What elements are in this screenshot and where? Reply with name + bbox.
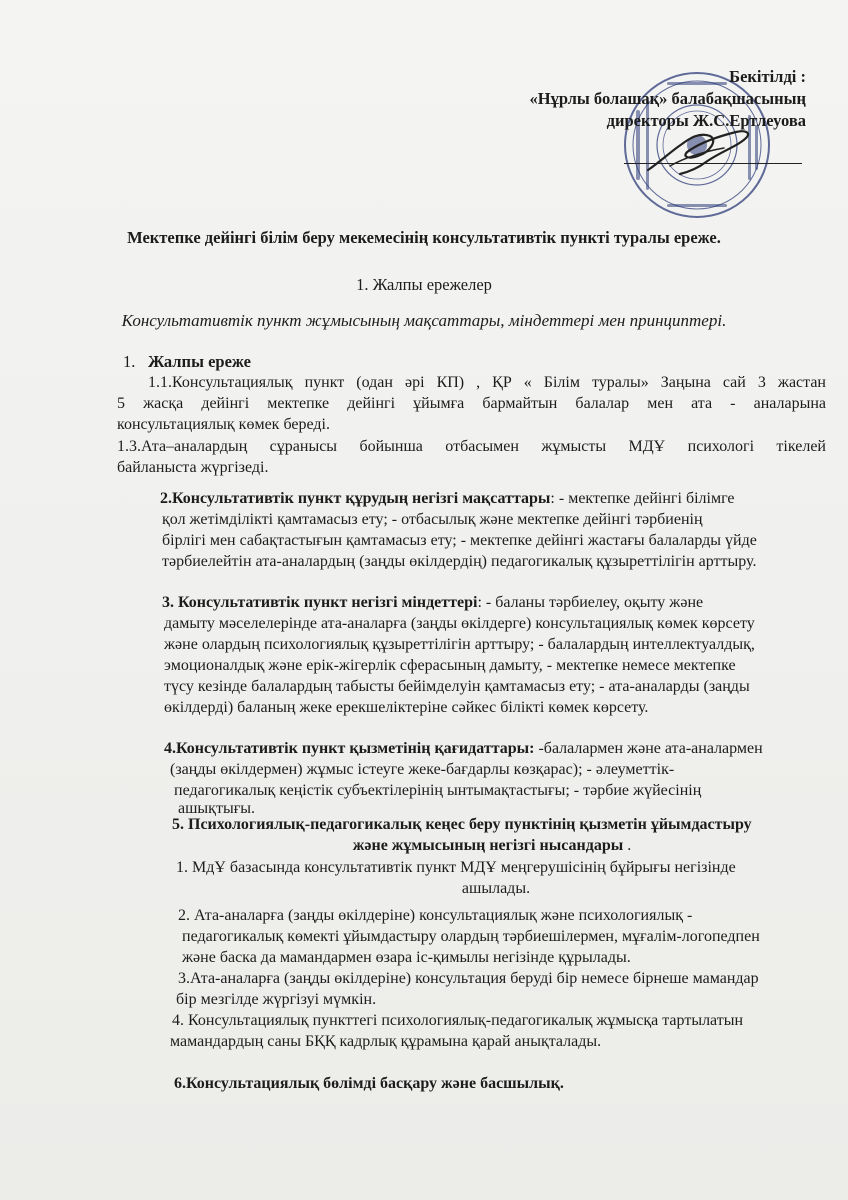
goals-line2: қол жетімділікті қамтамасыз ету; - отбасылық және мектепке дейінгі тәрбиенің	[162, 511, 703, 528]
general-p2-line1: 1.3.Ата–аналардың сұранысы бойынша отбасымен жұмысты МДҰ психологі тікелей	[117, 438, 826, 455]
general-p2-line2: байланыста жүргізеді.	[117, 459, 269, 476]
org-item3-line1: 3.Ата-аналарға (заңды өкілдеріне) консультация беруді бір немесе бірнеше мамандар	[178, 970, 759, 987]
org-item1-line1: 1. МдҰ базасында консультативтік пункт МДҰ меңгерушісінің бұйрығы негізінде	[176, 859, 736, 876]
org-item2-line2: педагогикалық көмекті ұйымдастыру олардың тәрбиешілермен, мұғалім-логопедпен	[182, 928, 760, 945]
general-p1-line2: 5 жасқа дейінгі мектепке дейінгі ұйымға бармайтын балалар мен ата - аналарына	[117, 395, 826, 412]
tasks-heading: 3. Консультативтік пункт негізгі міндеттері	[162, 594, 478, 611]
tasks-line1-text: : - баланы тәрбиелеу, оқыту және	[477, 594, 704, 611]
tasks-line5: түсу кезінде балалардың табысты бейімделуін қамтамасыз ету; - ата-аналарды (заңды	[164, 678, 750, 695]
principles-line3: педагогикалық кеңістік субъектілерінің ынтымақтастығы; - тәрбие жүйесінің	[174, 782, 702, 799]
approval-block	[530, 66, 806, 132]
section-1-heading: 1. Жалпы ережелер	[356, 275, 492, 294]
organization-heading-line1: 5. Психологиялық-педагогикалық кеңес беру пунктінің қызметін ұйымдастыру	[172, 816, 752, 833]
kindergarten-name: «Нұрлы болашақ» балабақшасының	[529, 89, 806, 108]
approved-label: Бекітілді :	[729, 67, 806, 86]
goals-heading: 2.Консультативтік пункт құрудың негізгі мақсаттары	[160, 490, 551, 507]
general-heading	[123, 352, 251, 372]
org-item4-line2: мамандардың саны БҚҚ кадрлық құрамына қарай анықталады.	[170, 1033, 602, 1050]
tasks-line1	[162, 592, 703, 613]
tasks-line4: эмоционалдық және ерік-жігерлік сферасының дамыту, - мектепке немесе мектепке	[164, 657, 736, 674]
org-item2-line3: және баска да мамандармен өзара іс-қимылы негізінде құрылады.	[182, 949, 631, 966]
tasks-line6: өкілдерді) баланың жеке ерекшеліктеріне сәйкес білікті көмек көрсету.	[164, 699, 649, 716]
organization-heading-tail: .	[623, 837, 632, 854]
section-subtitle: Консультативтік пункт жұмысының мақсаттары, міндеттері мен принциптері.	[121, 311, 727, 330]
principles-line1-text: -балалармен және ата-аналармен	[534, 740, 763, 757]
organization-heading-text: және жұмысының негізгі нысандары	[352, 837, 624, 854]
tasks-line2: дамыту мәселелерінде ата-аналарға (заңды өкілдерге) консультациялық көмек көрсету	[164, 615, 755, 632]
general-number: 1.	[123, 352, 136, 371]
management-heading: 6.Консультациялық бөлімді басқару және басшылық.	[174, 1075, 564, 1092]
org-item4-line1: 4. Консультациялық пункттегі психологиялық-педагогикалық жұмысқа тартылатын	[172, 1012, 744, 1029]
principles-line4: ашықтығы.	[178, 800, 255, 817]
principles-line1	[164, 738, 763, 759]
organization-heading-line2	[172, 835, 812, 856]
goals-line1	[160, 488, 735, 509]
goals-line3: бірлігі мен сабақтастығын қамтамасыз ету; - мектепке дейінгі жастағы балаларды үйде	[162, 532, 757, 549]
signature-line	[624, 163, 802, 164]
general-p1-line1: 1.1.Консультациялық пункт (одан әрі КП) , ҚР « Білім туралы» Заңына сай 3 жастан	[148, 374, 826, 391]
goals-line1-text: : - мектепке дейінгі білімге	[550, 490, 735, 507]
org-item2-line1: 2. Ата-аналарға (заңды өкілдеріне) консультациялық және психологиялық -	[178, 907, 693, 924]
org-item3-line2: бір мезгілде жүргізуі мүмкін.	[176, 991, 377, 1008]
general-heading-text: Жалпы ереже	[148, 352, 251, 371]
org-item1-line2: ашылады.	[461, 880, 531, 897]
tasks-line3: және олардың психологиялық құзыреттілігін арттыру; - балалардың интеллектуалдық,	[164, 636, 755, 653]
director-name: директоры Ж.С.Ертлеуова	[606, 111, 806, 130]
principles-line2: (заңды өкілдермен) жұмыс істеуге жеке-бағдарлы көзқарас); - әлеуметтік-	[170, 761, 675, 778]
principles-heading: 4.Консультативтік пункт қызметінің қағидаттары:	[164, 740, 535, 757]
general-p1-line3: консультациялық көмек береді.	[117, 416, 330, 433]
document-title: Мектепке дейінгі білім беру мекемесінің консультативтік пункті туралы ереже.	[127, 228, 721, 247]
goals-line4: тәрбиелейтін ата-аналардың (заңды өкілдердің) педагогикалық құзыреттілігін арттыру.	[162, 553, 757, 570]
